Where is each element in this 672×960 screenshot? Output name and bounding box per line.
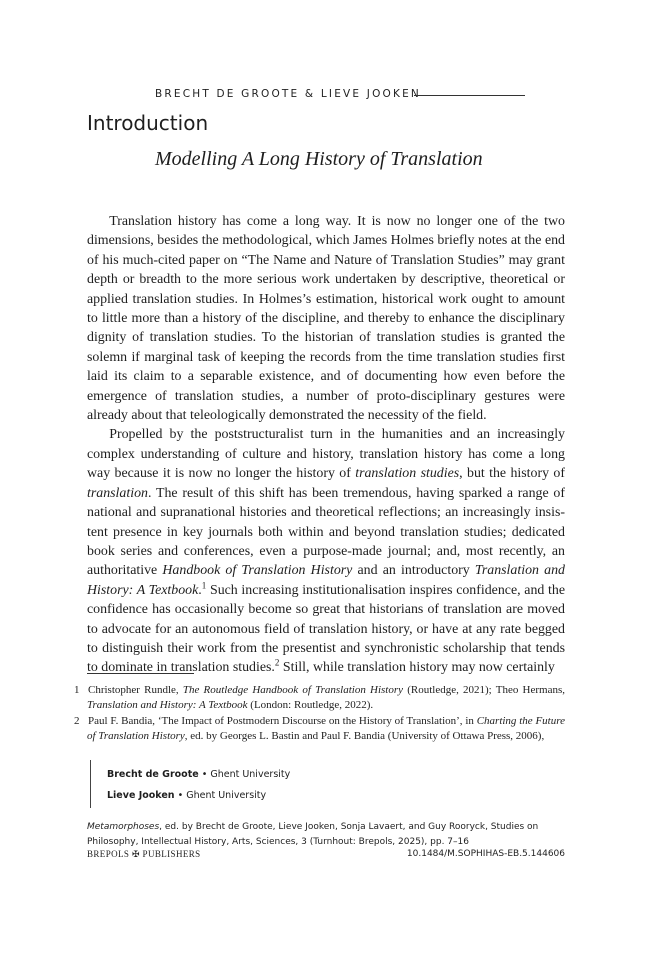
author-institution: Ghent University (186, 790, 267, 801)
italic-text: The Routledge Handbook of Translation History (182, 684, 404, 696)
italic-text: Handbook of Translation History (162, 563, 353, 579)
footnotes (74, 683, 565, 745)
body-paragraph (87, 425, 565, 677)
italic-text: translation (87, 485, 148, 501)
footnote-number: 2 (74, 715, 80, 727)
author-institution: Ghent University (210, 769, 291, 780)
footnote-ref[interactable]: 1 (201, 580, 207, 591)
affiliation-entry: Brecht de Groote • Ghent University (107, 769, 291, 780)
text-run: , ed. by Georges L. Bastin and Paul F. Bandia (University of Ottawa Press, 2006), (184, 730, 545, 742)
book-title: Metamorphoses (87, 822, 160, 832)
text-run: . (198, 582, 202, 598)
footnote-number: 1 (74, 684, 80, 696)
text-run: Propelled by the poststructuralist turn in the humanities and an increasingly complex understanding of culture and history, translation history has come a long way because it is now no longer the history of (87, 427, 565, 482)
author-affiliations (107, 764, 290, 806)
author-name: Brecht de Groote (107, 769, 199, 780)
text-run: Still, while translation history may now certainly (279, 660, 555, 676)
affiliation-bar (90, 760, 91, 808)
footnote (74, 714, 565, 744)
affiliation-entry: Lieve Jooken • Ghent University (107, 790, 267, 801)
text-run: Translation history has come a long way. It is now no longer one of the two dimensions, besides the methodological, which James Holmes briefly notes at the end of his much-cited paper on “The Name and Nature of Translation Studies” may grant depth or breadth to the more serious work undertaken by descriptive, theoretical or applied translation studies. In Holmes’s estimation, historical work ought to amount to little more than a history of the discipline, and thereby to enhance the disciplinary dignity of translation studies. To the historian of translation studies is granted the solemn if marginal task of keeping the records from the time translation studies first laid its claim to a separable existence, and of documenting how even before the emergence of translation studies, a number of proto-disciplinary gestures were already about that teleologically demonstrated the necessity of the field. (87, 214, 565, 424)
text-run: Such increasing institutionalisation inspires confidence, and the confidence has occasionally become so great that historians of translation are moved to advocate for an autonomous field of translation history, or have at any rate begged to distinguish their work from the presentist and synchronistic scholarship that tends to dominate in translation studies. (87, 582, 565, 676)
doi-link[interactable]: 10.1484/M.SOPHIHAS-EB.5.144606 (406, 849, 565, 859)
author-name: Lieve Jooken (107, 790, 175, 801)
footnote (74, 683, 565, 713)
body-paragraph (87, 212, 565, 425)
footnote-ref[interactable]: 2 (274, 657, 280, 668)
text-run: Paul F. Bandia, ‘The Impact of Postmodern Discourse on the History of Translation’, in (88, 715, 477, 727)
italic-text: Charting the Future of Translation History (87, 715, 565, 742)
text-run: (London: Routledge, 2022). (247, 699, 374, 711)
body-text (87, 212, 565, 678)
chapter-title: Modelling A Long History of Translation (155, 148, 483, 170)
italic-text: translation studies (355, 466, 460, 482)
italic-text: Translation and History: A Textbook (87, 563, 565, 598)
text-run: . The result of this shift has been tremendous, having sparked a range of national and supranational histories and theoretical reflections; an increasingly insistent presence in key journals both within and beyond translation studies; dedicated book series and conferences, even a purpose-made journal; and, most recently, an authoritative (87, 485, 565, 579)
chapter-label: Introduction (87, 111, 209, 135)
running-head-rule (414, 95, 525, 96)
publisher-logo: BREPOLS ✠ PUBLISHERS (87, 849, 201, 859)
text-run: and an introductory (352, 563, 475, 579)
book-citation-details: , ed. by Brecht de Groote, Lieve Jooken, Sonja Lavaert, and Guy Rooryck, Studies on Philosophy, Intellectual History, Arts, Sciences, 3 (Turnhout: Brepols, 2025), pp. 7–16 (87, 822, 539, 847)
footnote-rule (87, 673, 194, 674)
italic-text: Translation and History: A Textbook (87, 699, 248, 711)
text-run: , but the history of (459, 466, 565, 482)
running-head: BRECHT DE GROOTE & LIEVE JOOKEN (155, 88, 421, 100)
text-run: Christopher Rundle, (88, 684, 183, 696)
text-run: (Routledge, 2021); Theo Hermans, (403, 684, 565, 696)
book-citation (87, 820, 567, 849)
publisher-row (87, 849, 565, 860)
